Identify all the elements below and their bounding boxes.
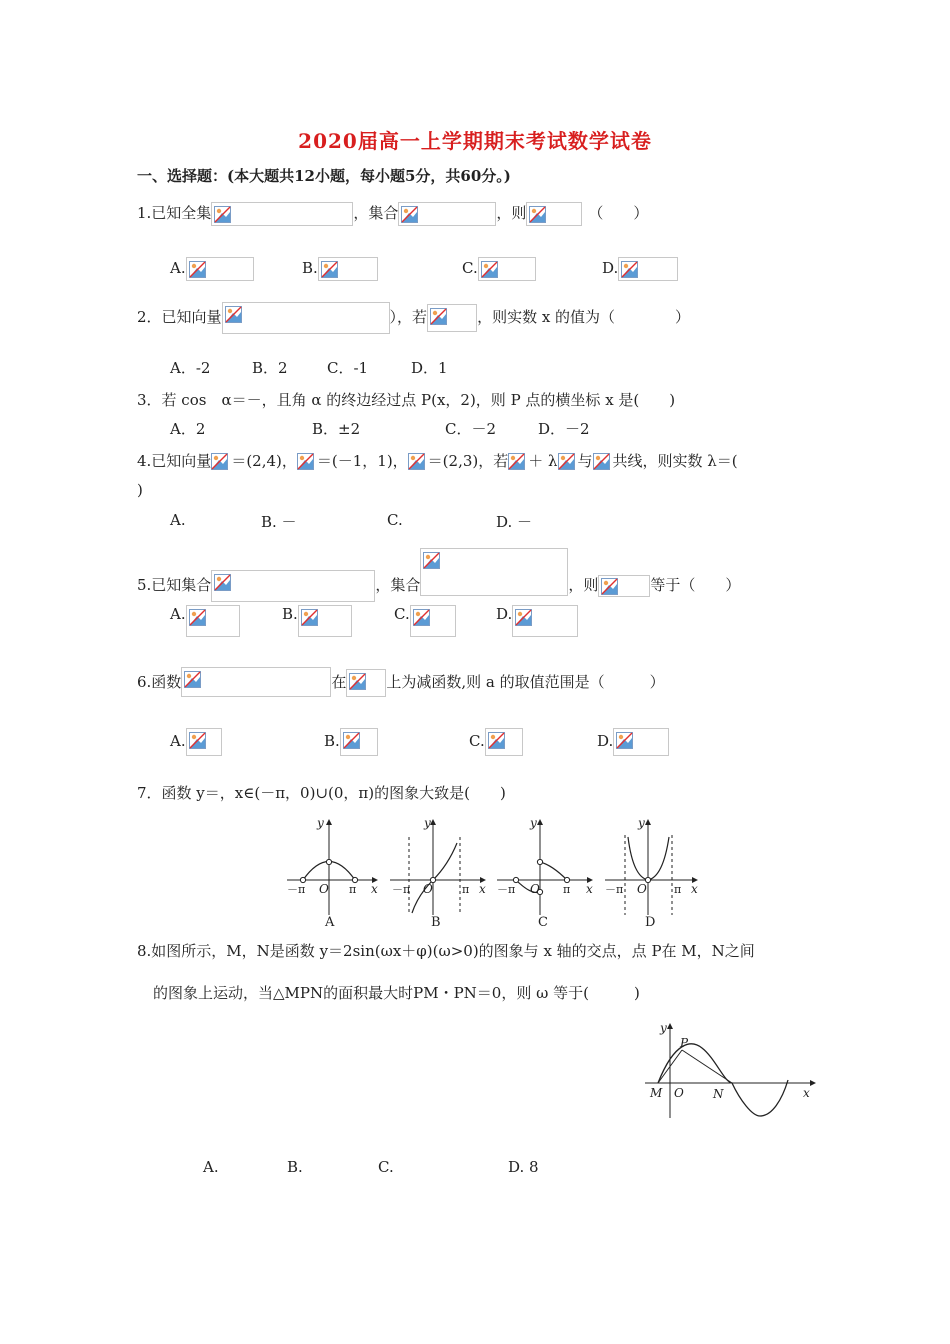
formula-image: [618, 257, 678, 281]
formula-image: [298, 605, 352, 637]
broken-image-icon: [343, 732, 360, 749]
option-c: C.: [387, 511, 403, 529]
option-d: D．1: [411, 359, 448, 377]
svg-text:O: O: [674, 1086, 684, 1100]
svg-text:π: π: [674, 883, 682, 896]
broken-image-icon: [601, 578, 618, 595]
svg-text:x: x: [691, 882, 698, 896]
svg-text:－π: －π: [392, 883, 411, 896]
svg-text:－π: －π: [287, 883, 306, 896]
broken-image-icon: [349, 673, 366, 690]
formula-image: [398, 202, 496, 226]
option-c: C.: [378, 1158, 394, 1176]
option-d: D. －: [496, 513, 533, 531]
formula-image: [598, 575, 650, 597]
formula-image: [427, 304, 477, 332]
svg-text:P: P: [680, 1036, 689, 1050]
option-a: A.: [203, 1158, 219, 1176]
question-6: 6.函数 在 上为减函数,则 a 的取值范围是（ ）: [137, 667, 665, 697]
option-b: B.: [287, 1158, 303, 1176]
formula-image: [478, 257, 536, 281]
broken-image-icon: [184, 671, 201, 688]
q2-text: ），若: [389, 308, 428, 326]
question-8-line2: 的图象上运动，当△MPN的面积最大时PM・PN＝0，则 ω 等于( ): [153, 984, 640, 1002]
option-c: C.: [394, 605, 456, 637]
svg-text:O: O: [423, 882, 433, 896]
option-b: B. －: [261, 513, 297, 531]
formula-image: [297, 451, 317, 473]
question-3: 3．若 cos α＝－，且角 α 的终边经过点 P(x，2)，则 P 点的横坐标 x 是( ): [137, 391, 676, 409]
option-d: D.: [496, 605, 578, 637]
option-d: D．－2: [538, 420, 590, 438]
formula-image: [186, 728, 222, 756]
broken-image-icon: [214, 574, 231, 591]
broken-image-icon: [401, 206, 418, 223]
svg-text:x: x: [479, 882, 486, 896]
option-b: B.: [302, 257, 378, 281]
svg-text:O: O: [637, 882, 647, 896]
question-5: 5.已知集合 ，集合 ，则 等于（ ）: [137, 548, 740, 602]
formula-image: [408, 451, 428, 473]
option-b: B.: [282, 605, 352, 637]
svg-text:y: y: [530, 816, 537, 830]
graph-c: [497, 820, 592, 915]
broken-image-icon: [408, 453, 425, 470]
option-c: C.: [469, 728, 523, 756]
page-title: 2020届高一上学期期末考试数学试卷: [298, 129, 652, 153]
broken-image-icon: [413, 609, 430, 626]
svg-text:O: O: [319, 882, 329, 896]
formula-image: [186, 605, 240, 637]
formula-image: [410, 605, 456, 637]
q7-graphs: [285, 815, 705, 934]
section-heading: 一、选择题：(本大题共12小题，每小题5分，共60分。): [137, 167, 511, 185]
formula-image: [485, 728, 523, 756]
broken-image-icon: [321, 261, 338, 278]
label-c: C: [538, 915, 548, 930]
option-b: B．±2: [312, 420, 361, 438]
broken-image-icon: [297, 453, 314, 470]
broken-image-icon: [621, 261, 638, 278]
q1-text: ，集合: [353, 204, 399, 222]
svg-text:x: x: [803, 1086, 810, 1100]
formula-image: [526, 202, 582, 226]
svg-text:π: π: [462, 883, 470, 896]
broken-image-icon: [430, 308, 447, 325]
svg-text:N: N: [713, 1087, 724, 1101]
option-a: A．2: [170, 420, 206, 438]
formula-image: [512, 605, 578, 637]
formula-image: [420, 548, 568, 596]
q1-answer-paren: （ ）: [588, 204, 649, 222]
question-1: [137, 202, 648, 226]
option-a: A.: [170, 728, 222, 756]
broken-image-icon: [301, 609, 318, 626]
q1-text: 1.已知全集: [137, 204, 212, 222]
broken-image-icon: [189, 732, 206, 749]
broken-image-icon: [488, 732, 505, 749]
option-a: A．-2: [170, 359, 211, 377]
option-a: A.: [170, 257, 254, 281]
svg-text:y: y: [317, 816, 324, 830]
broken-image-icon: [189, 609, 206, 626]
formula-image: [222, 302, 390, 334]
svg-text:π: π: [349, 883, 357, 896]
svg-text:π: π: [563, 883, 571, 896]
broken-image-icon: [616, 732, 633, 749]
formula-image: [211, 451, 231, 473]
svg-text:O: O: [530, 882, 540, 896]
svg-text:y: y: [638, 816, 645, 830]
formula-image: [211, 570, 375, 602]
formula-image: [211, 202, 353, 226]
broken-image-icon: [225, 306, 242, 323]
formula-image: [593, 451, 613, 473]
svg-text:y: y: [660, 1021, 667, 1035]
option-b: B．2: [252, 359, 288, 377]
option-b: B.: [324, 728, 378, 756]
broken-image-icon: [593, 453, 610, 470]
option-c: C．-1: [327, 359, 369, 377]
formula-image: [346, 669, 386, 697]
broken-image-icon: [423, 552, 440, 569]
question-4: 4.已知向量 ＝(2,4)， ＝(－1，1)， ＝(2,3)，若 ＋ λ 与 共线，则实数 λ＝(: [137, 450, 738, 473]
svg-text:M: M: [650, 1086, 663, 1100]
broken-image-icon: [189, 261, 206, 278]
label-a: A: [325, 915, 335, 930]
option-d: D. 8: [508, 1158, 539, 1176]
label-d: D: [645, 915, 656, 930]
option-a: A.: [170, 605, 240, 637]
q2-text: ，则实数 x 的值为（ ）: [477, 308, 691, 326]
broken-image-icon: [481, 261, 498, 278]
broken-image-icon: [211, 453, 228, 470]
option-a: A.: [170, 511, 186, 529]
graph-a: [287, 820, 377, 915]
q1-text: ，则: [496, 204, 527, 222]
question-8-line1: 8.如图所示，M，N是函数 y＝2sin(ωx＋φ)(ω>0)的图象与 x 轴的交点，点 P在 M，N之间: [137, 942, 755, 960]
option-d: D.: [602, 257, 678, 281]
formula-image: [181, 667, 331, 697]
q4-line2: ): [137, 481, 143, 499]
question-7: 7．函数 y＝，x∈(－π，0)∪(0，π)的图象大致是( ): [137, 784, 506, 802]
q2-text: 2．已知向量: [137, 308, 222, 326]
question-2: [137, 302, 690, 334]
svg-text:－π: －π: [497, 883, 516, 896]
formula-image: [186, 257, 254, 281]
option-c: C．－2: [445, 420, 497, 438]
formula-image: [318, 257, 378, 281]
svg-text:y: y: [424, 816, 431, 830]
formula-image: [558, 451, 578, 473]
broken-image-icon: [508, 453, 525, 470]
svg-text:x: x: [371, 882, 378, 896]
graph-b: [390, 820, 485, 915]
broken-image-icon: [214, 206, 231, 223]
broken-image-icon: [558, 453, 575, 470]
broken-image-icon: [529, 206, 546, 223]
formula-image: [508, 451, 528, 473]
svg-text:x: x: [586, 882, 593, 896]
option-d: D.: [597, 728, 669, 756]
formula-image: [613, 728, 669, 756]
option-c: C.: [462, 257, 536, 281]
svg-text:－π: －π: [605, 883, 624, 896]
label-b: B: [431, 915, 441, 930]
broken-image-icon: [515, 609, 532, 626]
formula-image: [340, 728, 378, 756]
q8-figure: [640, 1020, 825, 1124]
graph-d: [605, 820, 697, 915]
